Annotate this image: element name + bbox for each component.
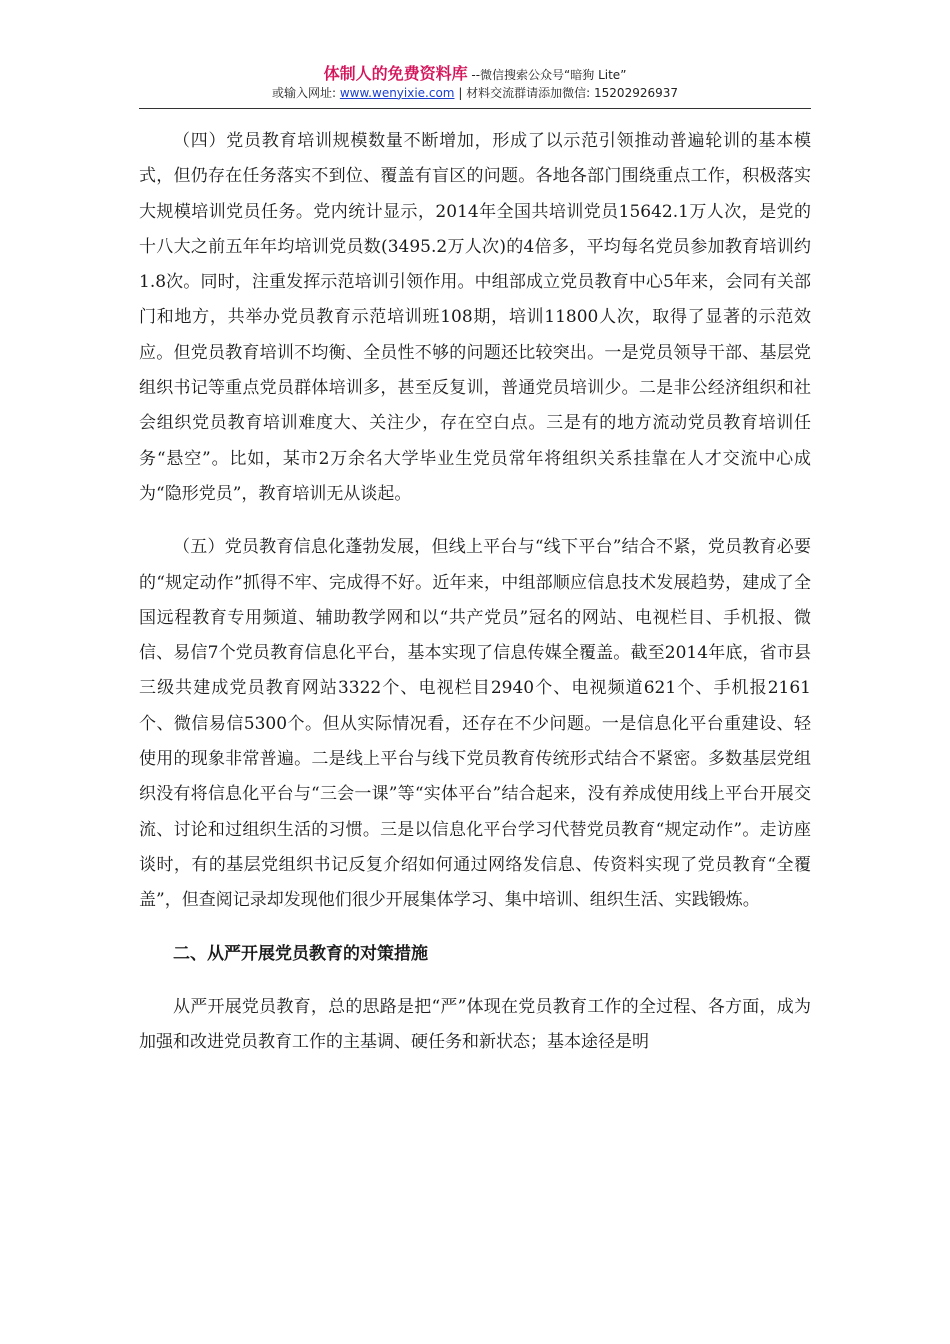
paragraph-gap — [139, 512, 811, 530]
paragraph-section-4: （四）党员教育培训规模数量不断增加，形成了以示范引领推动普遍轮训的基本模式，但仍存在任务落实不到位、覆盖有盲区的问题。各地各部门围绕重点工作，积极落实大规模培训党员任务。党内统计显示，2014年全国共培训党员15642.1万人次，是党的十八大之前五年年均培训党员数(3495.2万人次)的4倍多，平均每名党员参加教育培训约1.8次。同时，注重发挥示范培训引领作用。中组部成立党员教育中心5年来，会同有关部门和地方，共举办党员教育示范培训班108期，培训11800人次，取得了显著的示范效应。但党员教育培训不均衡、全员性不够的问题还比较突出。一是党员领导干部、基层党组织书记等重点党员群体培训多，甚至反复训，普通党员培训少。二是非公经济组织和社会组织党员教育培训难度大、关注少，存在空白点。三是有的地方流动党员教育培训任务“悬空”。比如，某市2万余名大学毕业生党员常年将组织关系挂靠在人才交流中心成为“隐形党员”，教育培训无从谈起。 — [139, 131, 811, 504]
paragraph-gap — [139, 972, 811, 990]
page-header — [0, 64, 950, 100]
contact-info: | 材料交流群请添加微信: 15202926937 — [454, 85, 679, 100]
paragraph-gap — [139, 919, 811, 937]
header-line-1 — [0, 64, 950, 84]
paragraph-section-5: （五）党员教育信息化蓬勃发展，但线上平台与“线下平台”结合不紧，党员教育必要的“规定动作”抓得不牢、完成得不好。近年来，中组部顺应信息技术发展趋势，建成了全国远程教育专用频道、辅助教学网和以“共产党员”冠名的网站、电视栏目、手机报、微信、易信7个党员教育信息化平台，基本实现了信息传媒全覆盖。截至2014年底，省市县三级共建成党员教育网站3322个、电视栏目2940个、电视频道621个、手机报2161个、微信易信5300个。但从实际情况看，还存在不少问题。一是信息化平台重建设、轻使用的现象非常普遍。二是线上平台与线下党员教育传统形式结合不紧密。多数基层党组织没有将信息化平台与“三会一课”等“实体平台”结合起来，没有养成使用线上平台开展交流、讨论和过组织生活的习惯。三是以信息化平台学习代替党员教育“规定动作”。走访座谈时，有的基层党组织书记反复介绍如何通过网络发信息、传资料实现了党员教育“全覆盖”，但查阅记录却发现他们很少开展集体学习、集中培训、组织生活、实践锻炼。 — [139, 537, 811, 911]
paragraph-section-6: 从严开展党员教育，总的思路是把“严”体现在党员教育工作的全过程、各方面，成为加强和改进党员教育工作的主基调、硬任务和新状态；基本途径是明 — [139, 996, 811, 1052]
header-tagline: --微信搜索公众号“暗狗 Lite” — [467, 68, 627, 82]
url-prefix: 或输入网址: — [271, 85, 340, 100]
header-line-2 — [0, 86, 950, 100]
document-body — [139, 124, 811, 1060]
section-heading: 二、从严开展党员教育的对策措施 — [173, 943, 428, 964]
header-divider — [139, 108, 811, 109]
brand-title: 体制人的免费资料库 — [323, 64, 468, 83]
website-link[interactable]: www.wenyixie.com — [339, 85, 455, 100]
